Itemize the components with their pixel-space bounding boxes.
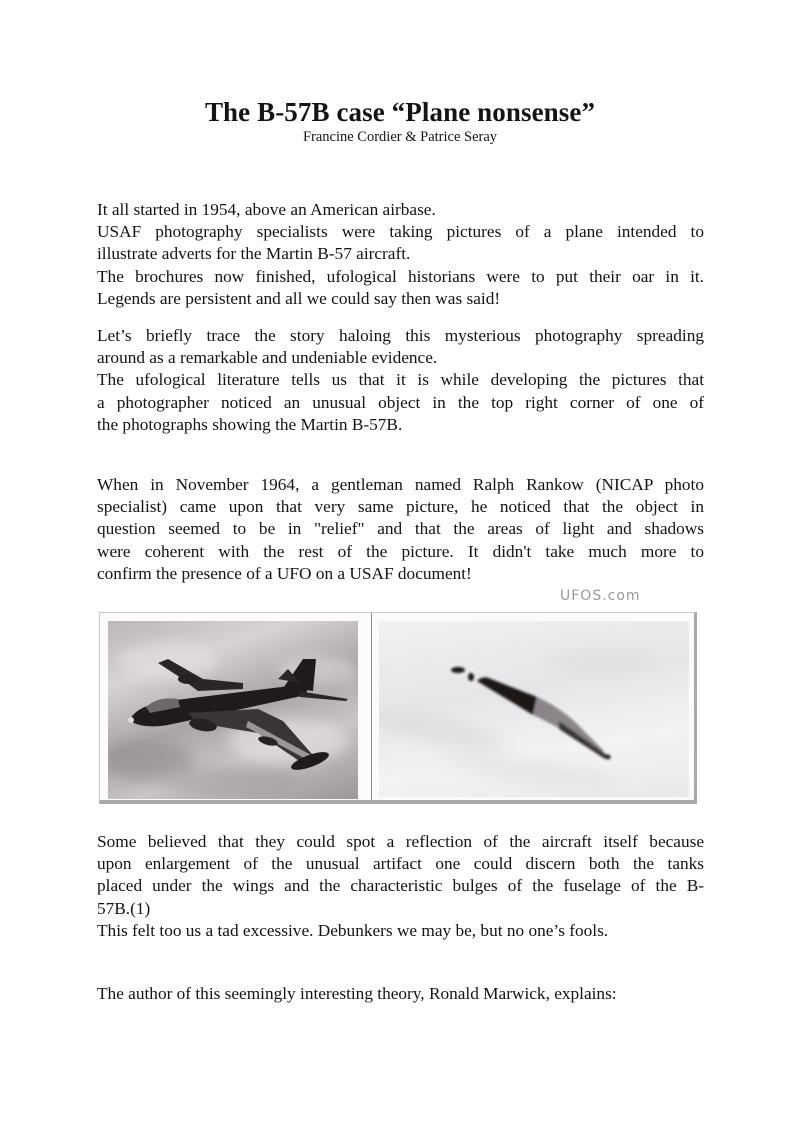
paragraph-reflection	[97, 831, 704, 942]
text-line: illustrate adverts for the Martin B-57 aircraft.	[97, 244, 411, 264]
text-line: the photographs showing the Martin B-57B.	[97, 414, 403, 434]
text-line: USAF photography specialists were taking pictures of a plane intended to	[97, 222, 704, 242]
text-line: specialist) came upon that very same picture, he noticed that the object in	[97, 497, 704, 517]
text-line: When in November 1964, a gentleman named Ralph Rankow (NICAP photo	[97, 475, 704, 494]
text-line: Some believed that they could spot a reflection of the aircraft itself because	[97, 832, 704, 851]
unusual-object-illustration	[379, 621, 689, 797]
text-line: upon enlargement of the unusual artifact one could discern both the tanks	[97, 854, 704, 874]
text-line: The brochures now finished, ufological historians were to put their oar in it.	[97, 266, 704, 286]
text-line: Let’s briefly trace the story haloing this mysterious photography spreading	[97, 326, 704, 345]
paragraph-rankow	[97, 474, 704, 585]
document-title: The B-57B case “Plane nonsense”	[204, 97, 596, 127]
text-line: around as a remarkable and undeniable evidence.	[97, 348, 438, 368]
paragraph-author	[97, 983, 704, 1005]
unusual-object-photo	[379, 621, 689, 797]
text-line: The ufological literature tells us that it is while developing the pictures that	[97, 370, 704, 390]
text-line: It all started in 1954, above an American airbase.	[97, 200, 436, 219]
paragraph-story	[97, 325, 704, 436]
figure-divider	[371, 613, 372, 800]
document-authors: Francine Cordier & Patrice Seray	[302, 129, 498, 145]
site-watermark: UFOS.com	[560, 588, 641, 604]
text-line: confirm the presence of a UFO on a USAF document!	[97, 563, 472, 583]
paragraph-intro	[97, 199, 704, 310]
text-line: a photographer noticed an unusual object in the top right corner of one of	[97, 392, 704, 412]
b57b-aircraft-photo	[108, 621, 358, 799]
text-line: This felt too us a tad excessive. Debunkers we may be, but no one’s fools.	[97, 920, 609, 940]
text-line: The author of this seemingly interesting theory, Ronald Marwick, explains:	[97, 984, 617, 1003]
text-line: were coherent with the rest of the picture. It didn't take much more to	[97, 541, 704, 561]
text-line: Legends are persistent and all we could say then was said!	[97, 288, 501, 308]
text-line: question seemed to be in "relief" and that the areas of light and shadows	[97, 519, 704, 539]
text-line: placed under the wings and the characteristic bulges of the fuselage of the B-	[97, 876, 704, 896]
aircraft-illustration	[108, 621, 358, 799]
text-line: 57B.(1)	[97, 898, 151, 918]
photo-figure	[99, 612, 697, 804]
